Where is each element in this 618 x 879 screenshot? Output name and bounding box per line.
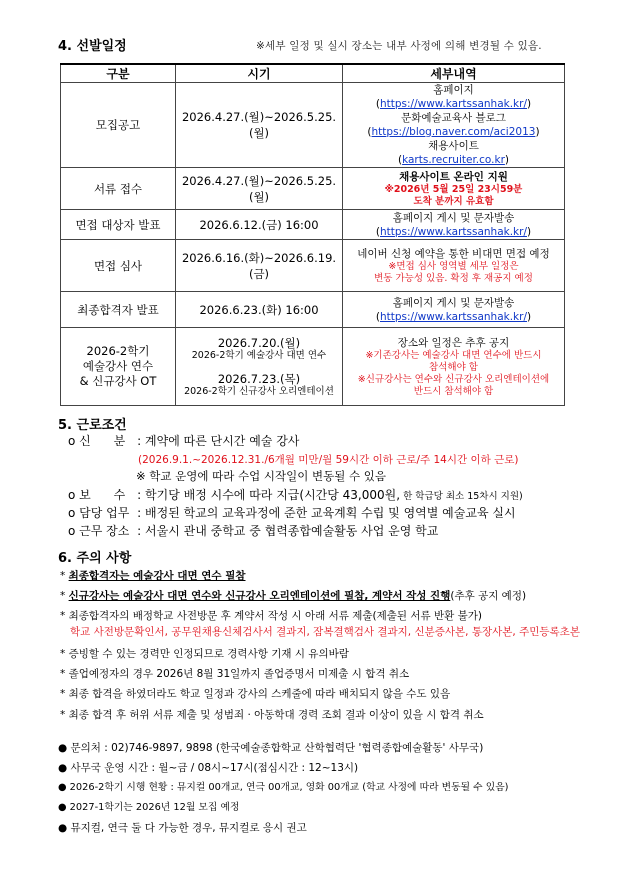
recruit-site-link[interactable]: karts.recruiter.co.kr [402, 154, 505, 166]
row-period: 2026.4.27.(월)~2026.5.25.(월) [176, 168, 343, 210]
table-header-row [61, 64, 565, 83]
table-row [61, 240, 565, 292]
section-5-title: 5. 근로조건 [58, 418, 127, 433]
condition-location: o 근무 장소 : 서울시 관내 중학교 중 협력종합예술활동 사업 운영 학교 [68, 524, 439, 538]
deadline-note: ※2026년 5월 25일 23시59분 [384, 183, 523, 195]
schedule-change-note: ※세부 일정 및 실시 장소는 내부 사정에 의해 변경될 수 있음. [256, 40, 542, 52]
caution-item: * 최종합격자의 배정학교 사전방문 후 계약서 작성 시 아래 서류 제출(제출된 서류 반환 불가) [60, 610, 482, 622]
row-detail: 홈페이지 게시 및 문자발송 (https://www.kartssanhak.kr/) [343, 292, 565, 328]
table-row [61, 168, 565, 210]
row-label: 최종합격자 발표 [61, 292, 176, 328]
info-status: ● 2026-2학기 시행 현황 : 뮤지컬 00개교, 연극 00개교, 영화 00개교 (학교 사정에 따라 변동될 수 있음) [58, 782, 509, 793]
caution-item: * 최종 합격 후 허위 서류 제출 및 성범죄 · 아동학대 경력 조회 결과 이상이 있을 시 합격 취소 [60, 709, 484, 721]
header-category: 구분 [61, 64, 176, 83]
condition-duty: o 담당 업무 : 배정된 학교의 교육과정에 준한 교육계획 수립 및 영역별 예술교육 실시 [68, 506, 516, 520]
table-row [61, 83, 565, 168]
row-period: 2026.6.12.(금) 16:00 [176, 210, 343, 240]
row-detail [343, 240, 565, 292]
required-documents: 학교 사전방문확인서, 공무원채용신체검사서 결과지, 잠복결핵검사 결과지, 신분증사본, 통장사본, 주민등록초본 [70, 626, 580, 638]
detail-line: 채용사이트 [428, 140, 479, 152]
table-row [61, 328, 565, 406]
row-detail [343, 168, 565, 210]
row-period: 2026.4.27.(월)~2026.5.25.(월) [176, 83, 343, 168]
interview-note: 변동 가능성 있음. 확정 후 재공지 예정 [374, 272, 533, 284]
detail-line: 홈페이지 게시 및 문자발송 [392, 296, 515, 309]
contract-period: (2026.9.1.~2026.12.31./6개월 미만/월 59시간 이하 근로/주 14시간 이하 근로) [138, 454, 519, 466]
table-row [61, 210, 565, 240]
header-details: 세부내역 [343, 64, 565, 83]
homepage-link[interactable]: https://www.kartssanhak.kr/ [379, 98, 527, 110]
caution-item: * 증빙할 수 있는 경력만 인정되므로 경력사항 기재 시 유의바람 [60, 648, 349, 660]
condition-pay: o 보 수 : 학기당 배정 시수에 따라 지급(시간당 43,000원, 한 학급당 최소 15차시 지원) [68, 488, 523, 502]
interview-note: ※면접 심사 영역별 세부 일정은 [388, 260, 519, 272]
header-period: 시기 [176, 64, 343, 83]
blog-link[interactable]: https://blog.naver.com/aci2013 [371, 126, 536, 138]
table-row [61, 292, 565, 328]
detail-line: 네이버 신청 예약을 통한 비대면 면접 예정 [357, 247, 550, 260]
detail-line: 채용사이트 온라인 지원 [399, 170, 508, 183]
row-label: 서류 접수 [61, 168, 176, 210]
homepage-link[interactable]: https://www.kartssanhak.kr/ [379, 310, 527, 323]
section-6-title: 6. 주의 사항 [58, 551, 132, 566]
deadline-note: 도착 분까지 유효함 [413, 195, 494, 207]
section-4-title: 4. 선발일정 [58, 39, 127, 54]
row-detail: 홈페이지 (https://www.kartssanhak.kr/) 문화예술교육사 블로그 (https://blog.naver.com/aci2013) 채용사이트 (karts.recruiter.co.kr) [343, 83, 565, 168]
row-label: 2026-2학기 예술강사 연수 & 신규강사 OT [61, 328, 176, 406]
row-period: 2026.6.23.(화) 16:00 [176, 292, 343, 328]
homepage-link[interactable]: https://www.kartssanhak.kr/ [379, 225, 527, 238]
row-label: 면접 대상자 발표 [61, 210, 176, 240]
caution-item: * 신규강사는 예술강사 대면 연수와 신규강사 오리엔테이션에 필참, 계약서 작성 진행(추후 공지 예정) [60, 590, 527, 602]
row-detail: 홈페이지 게시 및 문자발송 (https://www.kartssanhak.kr/) [343, 210, 565, 240]
schedule-variation-note: ※ 학교 운영에 따라 수업 시작일이 변동될 수 있음 [136, 469, 386, 483]
schedule-table [60, 63, 565, 406]
caution-item: * 최종 합격을 하였더라도 학교 일정과 강사의 스케줄에 따라 배치되지 않을 수도 있음 [60, 688, 451, 700]
row-period: 2026.6.16.(화)~2026.6.19.(금) [176, 240, 343, 292]
info-contact: ● 문의처 : 02)746-9897, 9898 (한국예술종합학교 산학협력단 '협력종합예술활동' 사무국) [58, 742, 484, 754]
detail-line: 홈페이지 게시 및 문자발송 [392, 211, 515, 224]
detail-line: 홈페이지 [433, 84, 474, 96]
condition-status: o 신 분 : 계약에 따른 단시간 예술 강사 [68, 434, 300, 448]
info-recommend: ● 뮤지컬, 연극 둘 다 가능한 경우, 뮤지컬로 응시 권고 [58, 822, 307, 834]
row-period: 2026.7.20.(월) 2026-2학기 예술강사 대면 연수 2026.7.23.(목) 2026-2학기 신규강사 오리엔테이션 [176, 328, 343, 406]
info-hours: ● 사무국 운영 시간 : 월~금 / 08시~17시(점심시간 : 12~13시) [58, 762, 359, 774]
row-detail: 장소와 일정은 추후 공지 ※기존강사는 예술강사 대면 연수에 반드시 참석해야 함 ※신규강사는 연수와 신규강사 오리엔테이션에 반드시 참석해야 함 [343, 328, 565, 406]
caution-item: * 최종합격자는 예술강사 대면 연수 필참 [60, 570, 246, 582]
row-label: 면접 심사 [61, 240, 176, 292]
row-label: 모집공고 [61, 83, 176, 168]
detail-line: 문화예술교육사 블로그 [401, 112, 506, 124]
info-next-recruit: ● 2027-1학기는 2026년 12월 모집 예정 [58, 802, 240, 813]
caution-item: * 졸업예정자의 경우 2026년 8월 31일까지 졸업증명서 미제출 시 합격 취소 [60, 668, 410, 680]
